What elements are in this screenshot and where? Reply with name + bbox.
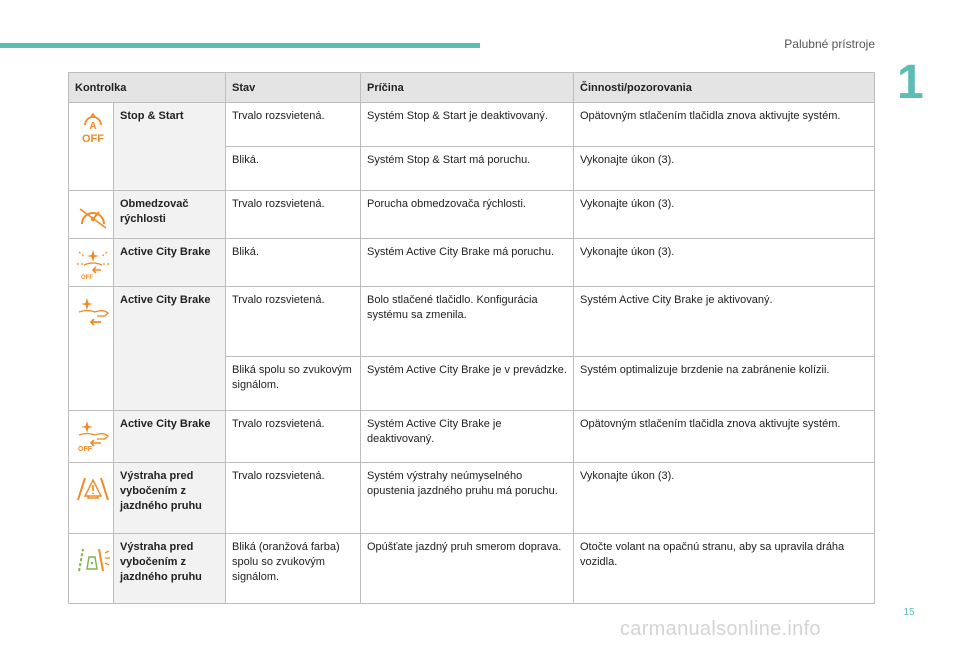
indicator-name: Active City Brake	[114, 287, 226, 411]
action-cell: Vykonajte úkon (3).	[574, 239, 875, 287]
table-row	[69, 239, 875, 287]
stop-start-off-icon	[75, 112, 111, 144]
table-row	[69, 534, 875, 604]
action-cell: Opätovným stlačením tlačidla znova aktivujte systém.	[574, 103, 875, 147]
icon-cell	[69, 191, 114, 239]
status-cell: Trvalo rozsvietená.	[226, 191, 361, 239]
cause-cell: Systém Active City Brake je deaktivovaný.	[361, 411, 574, 463]
table-row	[69, 463, 875, 534]
action-cell: Opätovným stlačením tlačidla znova aktivujte systém.	[574, 411, 875, 463]
cause-cell: Porucha obmedzovača rýchlosti.	[361, 191, 574, 239]
column-header-kontrolka: Kontrolka	[69, 73, 226, 103]
cause-cell: Opúšťate jazdný pruh smerom doprava.	[361, 534, 574, 604]
indicator-table	[68, 72, 875, 604]
status-cell: Trvalo rozsvietená.	[226, 103, 361, 147]
status-cell: Bliká (oranžová farba) spolu so zvukovým signálom.	[226, 534, 361, 604]
cause-cell: Systém výstrahy neúmyselného opustenia jazdného pruhu má poruchu.	[361, 463, 574, 534]
svg-text:A: A	[89, 121, 97, 132]
action-cell: Vykonajte úkon (3).	[574, 191, 875, 239]
chapter-number: 1	[897, 56, 924, 109]
column-header-cinnosti: Činnosti/pozorovania	[574, 73, 875, 103]
status-cell: Trvalo rozsvietená.	[226, 463, 361, 534]
action-cell: Vykonajte úkon (3).	[574, 463, 875, 534]
page-number: 15	[903, 607, 915, 618]
icon-cell	[69, 239, 114, 287]
watermark: carmanualsonline.info	[620, 618, 821, 640]
indicator-name: Obmedzovač rýchlosti	[114, 191, 226, 239]
indicator-name: Výstraha pred vybočením z jazdného pruhu	[114, 463, 226, 534]
status-cell: Bliká.	[226, 147, 361, 191]
indicator-name: Active City Brake	[114, 239, 226, 287]
cause-cell: Systém Stop & Start je deaktivovaný.	[361, 103, 574, 147]
action-cell: Systém optimalizuje brzdenie na zabránenie kolízii.	[574, 357, 875, 411]
accent-bar	[0, 43, 480, 48]
status-cell: Trvalo rozsvietená.	[226, 411, 361, 463]
icon-cell	[69, 534, 114, 604]
table-row	[69, 103, 875, 147]
cause-cell: Systém Active City Brake je v prevádzke.	[361, 357, 574, 411]
indicator-name: Stop & Start	[114, 103, 226, 191]
icon-cell	[69, 287, 114, 411]
active-city-brake-icon	[75, 296, 111, 328]
icon-cell	[69, 463, 114, 534]
column-header-stav: Stav	[226, 73, 361, 103]
table-row	[69, 287, 875, 357]
active-city-brake-off-icon	[75, 248, 111, 280]
status-cell: Bliká.	[226, 239, 361, 287]
lane-departure-warning-icon	[75, 472, 111, 504]
icon-cell	[69, 411, 114, 463]
section-title: Palubné prístroje	[784, 37, 875, 51]
status-cell: Trvalo rozsvietená.	[226, 287, 361, 357]
cause-cell: Systém Stop & Start má poruchu.	[361, 147, 574, 191]
indicator-name: Výstraha pred vybočením z jazdného pruhu	[114, 534, 226, 604]
action-cell: Vykonajte úkon (3).	[574, 147, 875, 191]
status-cell: Bliká spolu so zvukovým signálom.	[226, 357, 361, 411]
column-header-pricina: Príčina	[361, 73, 574, 103]
table-header-row	[69, 73, 875, 103]
speed-limiter-icon	[75, 200, 111, 232]
table-row	[69, 411, 875, 463]
cause-cell: Systém Active City Brake má poruchu.	[361, 239, 574, 287]
icon-cell	[69, 103, 114, 191]
svg-text:OFF: OFF	[82, 133, 104, 145]
action-cell: Otočte volant na opačnú stranu, aby sa upravila dráha vozidla.	[574, 534, 875, 604]
active-city-brake-disabled-icon	[75, 420, 111, 452]
svg-text:OFF: OFF	[81, 275, 93, 281]
lane-departure-active-icon	[75, 543, 111, 575]
table-row	[69, 191, 875, 239]
indicator-name: Active City Brake	[114, 411, 226, 463]
svg-text:OFF: OFF	[78, 446, 92, 453]
action-cell: Systém Active City Brake je aktivovaný.	[574, 287, 875, 357]
cause-cell: Bolo stlačené tlačidlo. Konfigurácia systému sa zmenila.	[361, 287, 574, 357]
